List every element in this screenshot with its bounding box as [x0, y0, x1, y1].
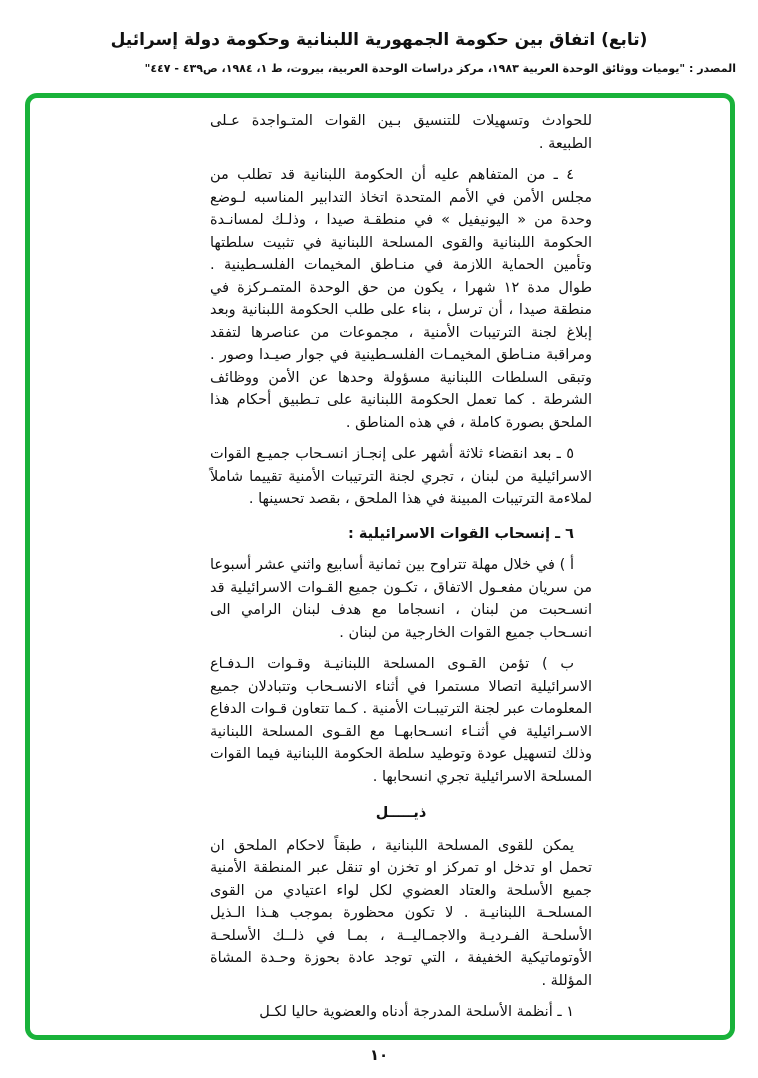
- paragraph: يمكن للقوى المسلحة اللبنانية ، طبقاً لاحكام الملحق ان تحمل او تدخل او تمركز او تخزن او تنقل عبر المنطقة الأمنية جميع الأسلحة والعتاد العضوي لكل لواء اعتيادي من القوى المسلحـة اللبنانيـة . لا تكون محظورة بموجب هـذا الـذيل الأسلحـة الفـرديـة والاجمـاليــة ، بمـا في ذلــك الأسلحـة الأوتوماتيكية الخفيفة ، التي توجد عادة بحوزة وحـدة المشاة المؤللة .: [210, 837, 592, 989]
- source-citation: المصدر : "يوميات ووثائق الوحدة العربية ١٩٨٣، مركز دراسات الوحدة العربية، بيروت، ط ١، ١٩٨٤، ص٤٣٩ - ٤٤٧": [144, 62, 736, 75]
- document-body: [30, 98, 730, 1024]
- page-number: ١٠: [369, 1046, 389, 1064]
- paragraph: أ ) في خلال مهلة تتراوح بين ثمانية أسابيع واثني عشر أسبوعا من سريان مفعـول الاتفاق ، تكـون جميع القـوات الاسرائيلية قد انسـحبت من لبنان ، انسجاما مع هدف لبنان الرامي الى انسـحاب جميع القوات الخارجية من لبنان .: [210, 557, 592, 641]
- paragraph: ب ) تؤمن القـوى المسلحة اللبنانيـة وقـوات الـدفـاع الاسرائيلية اتصالا مستمرا في أثناء الانسـحاب وتتبادلان جميع المعلومات عبر لجنة الترتيبـات الأمنية . كـما تتعاون قـوات الدفاع الاسـرائيلية في أثنـاء انسـحابهـا مع القـوى المسلحة اللبنانية وذلك لتسهيل عودة وتوطيد سلطة الحكومة اللبنانية فيما القوات المسلحة الاسرائيلية تجري انسحابها .: [210, 656, 592, 785]
- page-title: (تابع) اتفاق بين حكومة الجمهورية اللبنانية وحكومة دولة إسرائيل: [110, 30, 648, 50]
- paragraph: ٤ ـ من المتفاهم عليه أن الحكومة اللبنانية قد تطلب من مجلس الأمن في الأمم المتحدة اتخاذ التدابير المناسبه لـوضع وحدة من « اليونيفيل » في منطقـة صيدا ، وذلـك لمسانـدة الحكومة اللبنانية والقوى المسلحة اللبنانية في تثبيت سلطتها وتأمين الحماية اللازمة في منـاطق المخيمات الفلسـطينية . طوال مدة ١٢ شهرا ، يكون من حق الوحدة المتمـركزة في منطقة صيدا ، أن ترسل ، بناء على طلب الحكومة اللبنانية وبعد إبلاغ لجنة الترتيبات الأمنية ، مجموعات من عناصرها لتفقد ومراقبة منـاطق المخيمـات الفلسـطينية في جوار صيـدا وصور . وتبقى السلطات اللبنانية مسؤولة وحدها عن الأمن ووظائف الشرطة . كما تعمل الحكومة اللبنانية على تـطبيق أحكام هذا الملحق بصورة كاملة ، في هذه المناطق .: [210, 167, 592, 431]
- paragraph: ٥ ـ بعد انقضاء ثلاثة أشهر على إنجـاز انسـحاب جميـع القوات الاسرائيلية من لبنان ، تجري لجنة الترتيبات الأمنية تقييما شاملاً لملاءمة الترتيبات المبينة في هذا الملحق ، بقصد تحسينها .: [210, 446, 592, 507]
- appendix-heading: ذيـــــل: [375, 805, 427, 821]
- paragraph: ١ ـ أنظمة الأسلحة المدرجة أدناه والعضوية حاليا لكـل: [259, 1004, 574, 1020]
- green-border-frame: [25, 93, 735, 1040]
- section-heading: ٦ ـ إنسحاب القوات الاسرائيلية :: [348, 525, 574, 542]
- paragraph: للحوادث وتسهيلات للتنسيق بـين القوات المتـواجدة عـلى الطبيعة .: [210, 113, 592, 152]
